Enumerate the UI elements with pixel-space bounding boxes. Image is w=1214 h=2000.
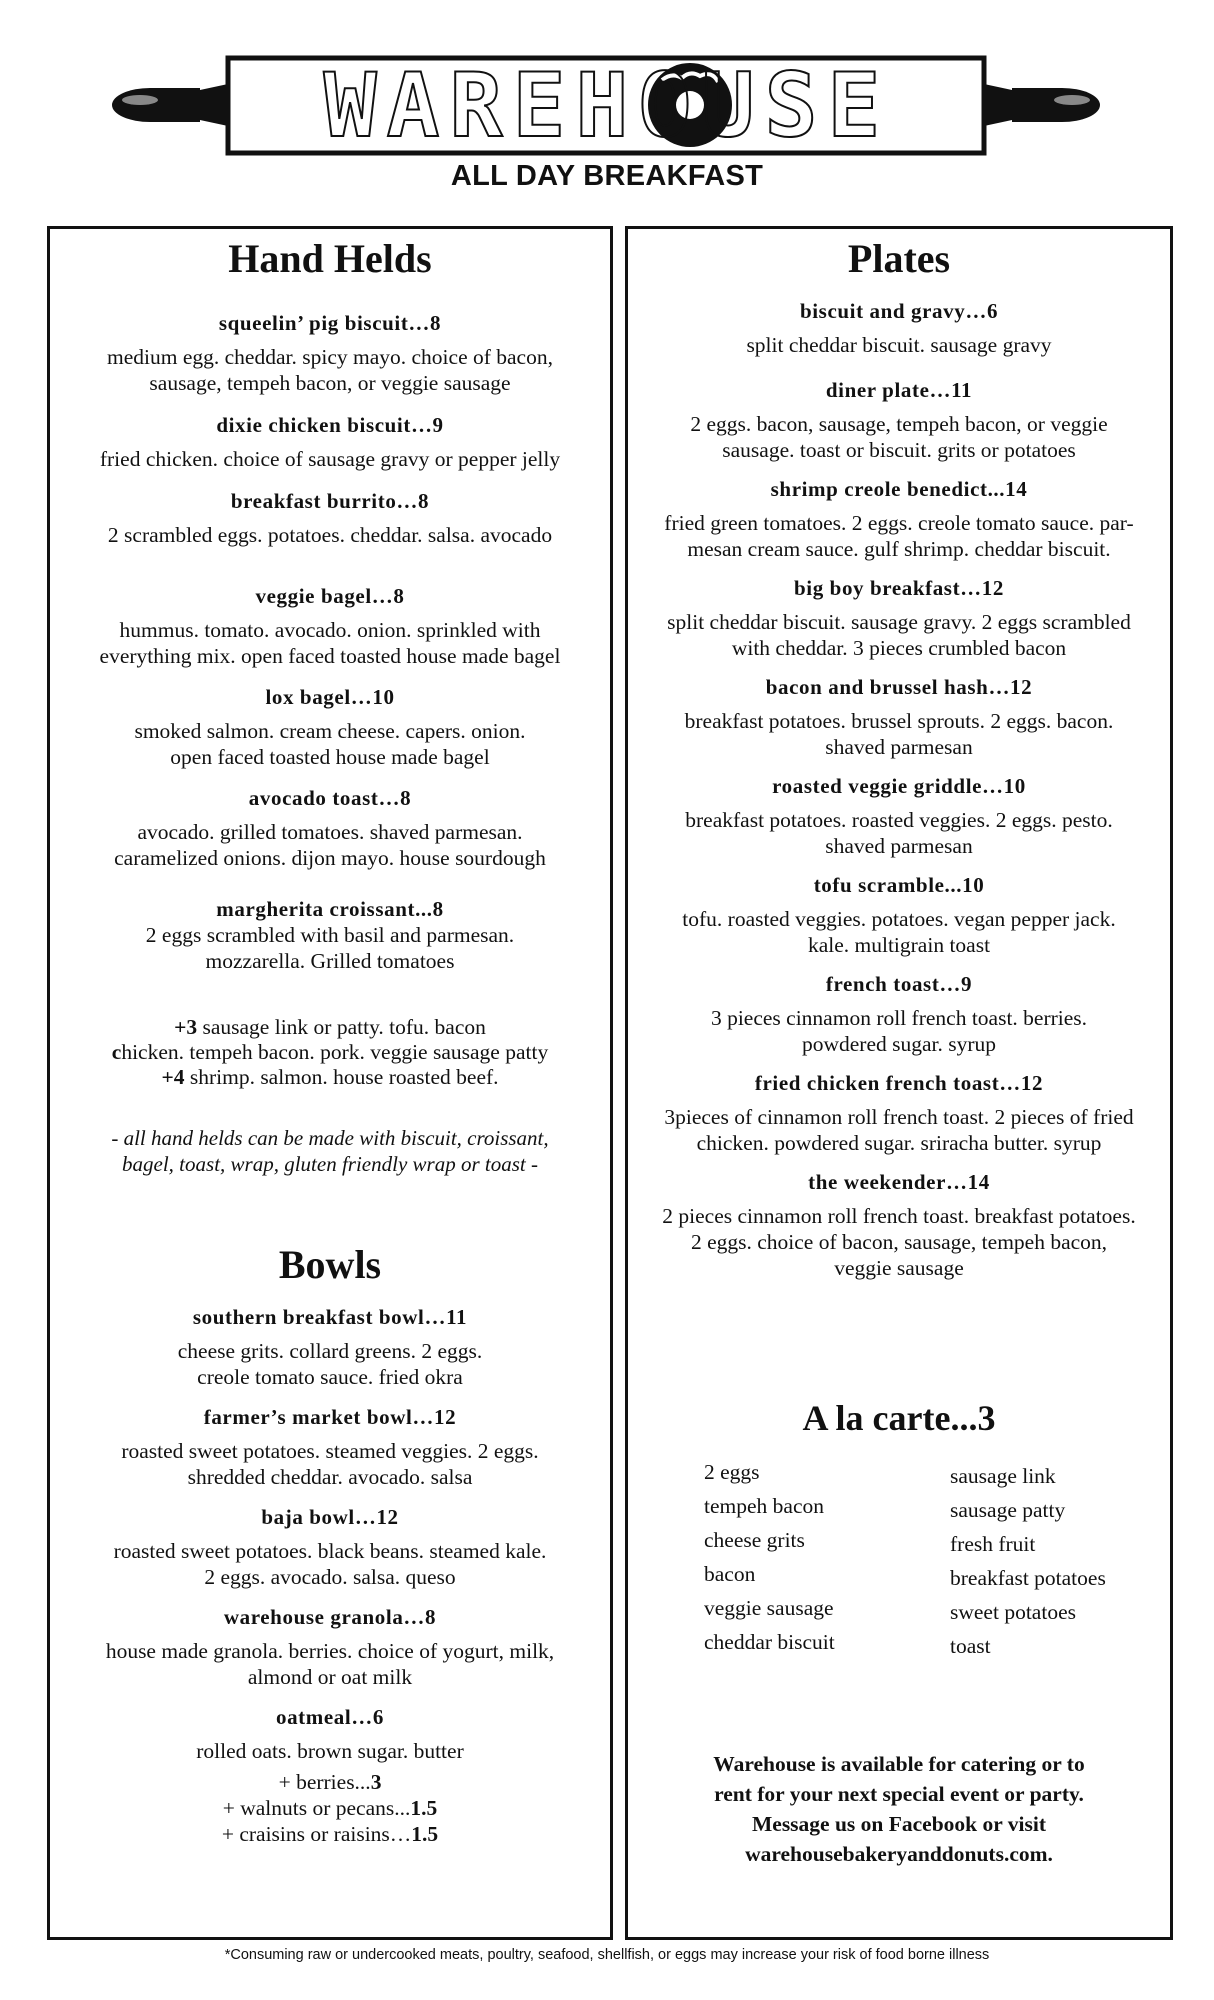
a-la-carte-title: A la carte...3 <box>802 1398 996 1438</box>
hand-helds-title: Hand Helds <box>228 236 432 281</box>
catering-line: Warehouse is available for catering or to <box>713 1752 1085 1776</box>
item-name: farmer’s market bowl…12 <box>203 1405 457 1429</box>
item-desc-line: fried chicken. choice of sausage gravy or pepper jelly <box>99 447 561 471</box>
menu-item <box>50 685 610 770</box>
menu-item <box>628 576 1170 661</box>
item-desc-line: hummus. tomato. avocado. onion. sprinkled with <box>119 618 541 642</box>
addon-price: 1.5 <box>410 1796 438 1820</box>
list-item: sausage patty <box>950 1498 1066 1522</box>
item-desc-line: tofu. roasted veggies. potatoes. vegan pepper jack. <box>682 907 1116 931</box>
item-desc-line: 2 eggs. choice of bacon, sausage, tempeh bacon, <box>690 1230 1108 1254</box>
list-item: cheese grits <box>704 1528 805 1552</box>
item-desc-line: 2 eggs. bacon, sausage, tempeh bacon, or veggie <box>690 412 1108 436</box>
addon-text: + craisins or raisins… <box>221 1822 412 1846</box>
catering-info <box>628 1749 1170 1869</box>
menu-item <box>628 873 1170 958</box>
addon-price: +3 <box>174 1015 198 1039</box>
item-desc-line: 3 pieces cinnamon roll french toast. berries. <box>710 1006 1088 1030</box>
warehouse-logo <box>0 40 1214 170</box>
menu-item <box>628 675 1170 760</box>
note-line: bagel, toast, wrap, gluten friendly wrap or toast - <box>122 1152 538 1176</box>
catering-line: Message us on Facebook or visit <box>751 1812 1047 1836</box>
item-name: diner plate…11 <box>825 378 973 402</box>
item-desc-line: cheese grits. collard greens. 2 eggs. <box>177 1339 483 1363</box>
item-desc-line: breakfast potatoes. roasted veggies. 2 eggs. pesto. <box>685 808 1113 832</box>
item-desc-line: mozzarella. Grilled tomatoes <box>205 949 455 973</box>
menu-item <box>50 897 610 974</box>
item-desc-line: shaved parmesan <box>825 735 973 759</box>
addon-text: + walnuts or pecans... <box>222 1796 411 1820</box>
list-item: tempeh bacon <box>704 1494 824 1518</box>
item-name: oatmeal…6 <box>275 1705 385 1729</box>
menu-item <box>50 1405 610 1490</box>
catering-line: warehousebakeryanddonuts.com. <box>745 1842 1053 1866</box>
item-name: big boy breakfast…12 <box>794 576 1004 600</box>
menu-item <box>628 774 1170 859</box>
catering-line: rent for your next special event or party. <box>714 1782 1084 1806</box>
list-item: sweet potatoes <box>950 1600 1076 1624</box>
item-desc-line: shredded cheddar. avocado. salsa <box>187 1465 473 1489</box>
item-desc-line: 3pieces of cinnamon roll french toast. 2 pieces of fried <box>664 1105 1134 1129</box>
item-desc-line: split cheddar biscuit. sausage gravy. 2 eggs scrambled <box>667 610 1131 634</box>
item-name: french toast…9 <box>825 972 973 996</box>
item-desc-line: kale. multigrain toast <box>807 933 991 957</box>
item-name: southern breakfast bowl…11 <box>192 1305 468 1329</box>
left-column <box>47 226 613 1940</box>
item-name: margherita croissant...8 <box>216 897 444 921</box>
menu-item <box>50 1705 610 1764</box>
item-name: shrimp creole benedict...14 <box>770 477 1028 501</box>
addon-price: +4 <box>161 1065 185 1089</box>
item-desc-line: 2 scrambled eggs. potatoes. cheddar. salsa. avocado <box>107 523 553 547</box>
item-desc-line: 2 eggs. avocado. salsa. queso <box>204 1565 456 1589</box>
item-desc-line: everything mix. open faced toasted house made bagel <box>99 644 561 668</box>
food-safety-footer: *Consuming raw or undercooked meats, poultry, seafood, shellfish, or eggs may increase your risk of food borne illness <box>224 1947 990 1963</box>
item-name: tofu scramble...10 <box>813 873 985 897</box>
list-item: toast <box>950 1634 991 1658</box>
item-desc-line: veggie sausage <box>834 1256 964 1280</box>
note-line: - all hand helds can be made with biscuit, croissant, <box>111 1126 549 1150</box>
list-item: veggie sausage <box>704 1596 834 1620</box>
item-name: warehouse granola…8 <box>223 1605 437 1629</box>
list-item: cheddar biscuit <box>704 1630 835 1654</box>
item-name: lox bagel…10 <box>265 685 395 709</box>
add-ons <box>50 1015 610 1090</box>
addon-text: hicken. tempeh bacon. pork. veggie sausage patty <box>121 1040 549 1064</box>
item-desc-line: roasted sweet potatoes. black beans. steamed kale. <box>113 1539 547 1563</box>
item-desc-line: with cheddar. 3 pieces crumbled bacon <box>731 636 1067 660</box>
item-desc-line: rolled oats. brown sugar. butter <box>196 1739 464 1763</box>
item-desc-line: roasted sweet potatoes. steamed veggies. 2 eggs. <box>121 1439 539 1463</box>
item-desc-line: medium egg. cheddar. spicy mayo. choice of bacon, <box>107 345 553 369</box>
addon-text: + berries... <box>278 1770 371 1794</box>
item-name: squeelin’ pig biscuit…8 <box>218 311 442 335</box>
item-name: roasted veggie griddle…10 <box>772 774 1026 798</box>
menu-item <box>50 584 610 669</box>
item-desc-line: avocado. grilled tomatoes. shaved parmesan. <box>137 820 523 844</box>
item-desc-line: fried green tomatoes. 2 eggs. creole tomato sauce. par- <box>664 511 1134 535</box>
item-desc-line: almond or oat milk <box>247 1665 413 1689</box>
menu-item <box>50 1505 610 1590</box>
plates-title: Plates <box>847 236 951 281</box>
menu-item <box>50 489 610 548</box>
item-desc-line: shaved parmesan <box>825 834 973 858</box>
item-name: breakfast burrito…8 <box>230 489 430 513</box>
menu-item <box>50 1605 610 1690</box>
item-name: avocado toast…8 <box>248 786 412 810</box>
menu-item <box>628 378 1170 463</box>
item-desc-line: chicken. powdered sugar. sriracha butter. syrup <box>696 1131 1102 1155</box>
addon-text: sausage link or patty. tofu. bacon <box>197 1015 486 1039</box>
item-desc-line: mesan cream sauce. gulf shrimp. cheddar biscuit. <box>687 537 1111 561</box>
menu-item <box>628 299 1170 358</box>
menu-item <box>628 1170 1170 1281</box>
list-item: bacon <box>704 1562 756 1586</box>
hand-helds-note <box>50 1125 610 1177</box>
item-desc-line: sausage, tempeh bacon, or veggie sausage <box>149 371 511 395</box>
item-desc-line: smoked salmon. cream cheese. capers. onion. <box>134 719 526 743</box>
item-desc-line: breakfast potatoes. brussel sprouts. 2 eggs. bacon. <box>684 709 1114 733</box>
item-desc-line: powdered sugar. syrup <box>801 1032 997 1056</box>
item-name: the weekender…14 <box>808 1170 990 1194</box>
menu-item <box>50 786 610 871</box>
addon-text: shrimp. salmon. house roasted beef. <box>184 1065 499 1089</box>
right-column <box>625 226 1173 1940</box>
a-la-carte-list-left <box>704 1455 835 1659</box>
item-desc-line: caramelized onions. dijon mayo. house sourdough <box>114 846 546 870</box>
item-desc-line: creole tomato sauce. fried okra <box>197 1365 463 1389</box>
item-desc-line: 2 eggs scrambled with basil and parmesan. <box>145 923 515 947</box>
item-name: baja bowl…12 <box>261 1505 399 1529</box>
item-name: bacon and brussel hash…12 <box>765 675 1033 699</box>
list-item: breakfast potatoes <box>950 1566 1106 1590</box>
item-name: biscuit and gravy…6 <box>799 299 999 323</box>
menu-item <box>628 1071 1170 1156</box>
menu-item <box>628 477 1170 562</box>
item-desc-line: house made granola. berries. choice of yogurt, milk, <box>105 1639 555 1663</box>
menu-item <box>50 311 610 396</box>
addon-price: 1.5 <box>411 1822 439 1846</box>
addon-price: 3 <box>370 1770 382 1794</box>
menu-item <box>50 413 610 472</box>
a-la-carte-list-right <box>950 1459 1106 1663</box>
item-name: fried chicken french toast…12 <box>754 1071 1044 1095</box>
addon-initial: c <box>111 1040 122 1064</box>
item-name: dixie chicken biscuit…9 <box>216 413 444 437</box>
list-item: sausage link <box>950 1464 1056 1488</box>
bowls-title: Bowls <box>278 1242 382 1287</box>
item-name: veggie bagel…8 <box>255 584 405 608</box>
menu-item <box>50 1305 610 1390</box>
list-item: fresh fruit <box>950 1532 1036 1556</box>
item-desc-line: split cheddar biscuit. sausage gravy <box>746 333 1052 357</box>
menu-item <box>628 972 1170 1057</box>
item-desc-line: 2 pieces cinnamon roll french toast. breakfast potatoes. <box>662 1204 1136 1228</box>
oatmeal-addons <box>50 1769 610 1847</box>
item-desc-line: open faced toasted house made bagel <box>170 745 490 769</box>
menu-subtitle: ALL DAY BREAKFAST <box>450 160 764 192</box>
item-desc-line: sausage. toast or biscuit. grits or potatoes <box>722 438 1076 462</box>
list-item: 2 eggs <box>704 1460 760 1484</box>
logo-text: WAREHOUSE <box>323 54 891 157</box>
